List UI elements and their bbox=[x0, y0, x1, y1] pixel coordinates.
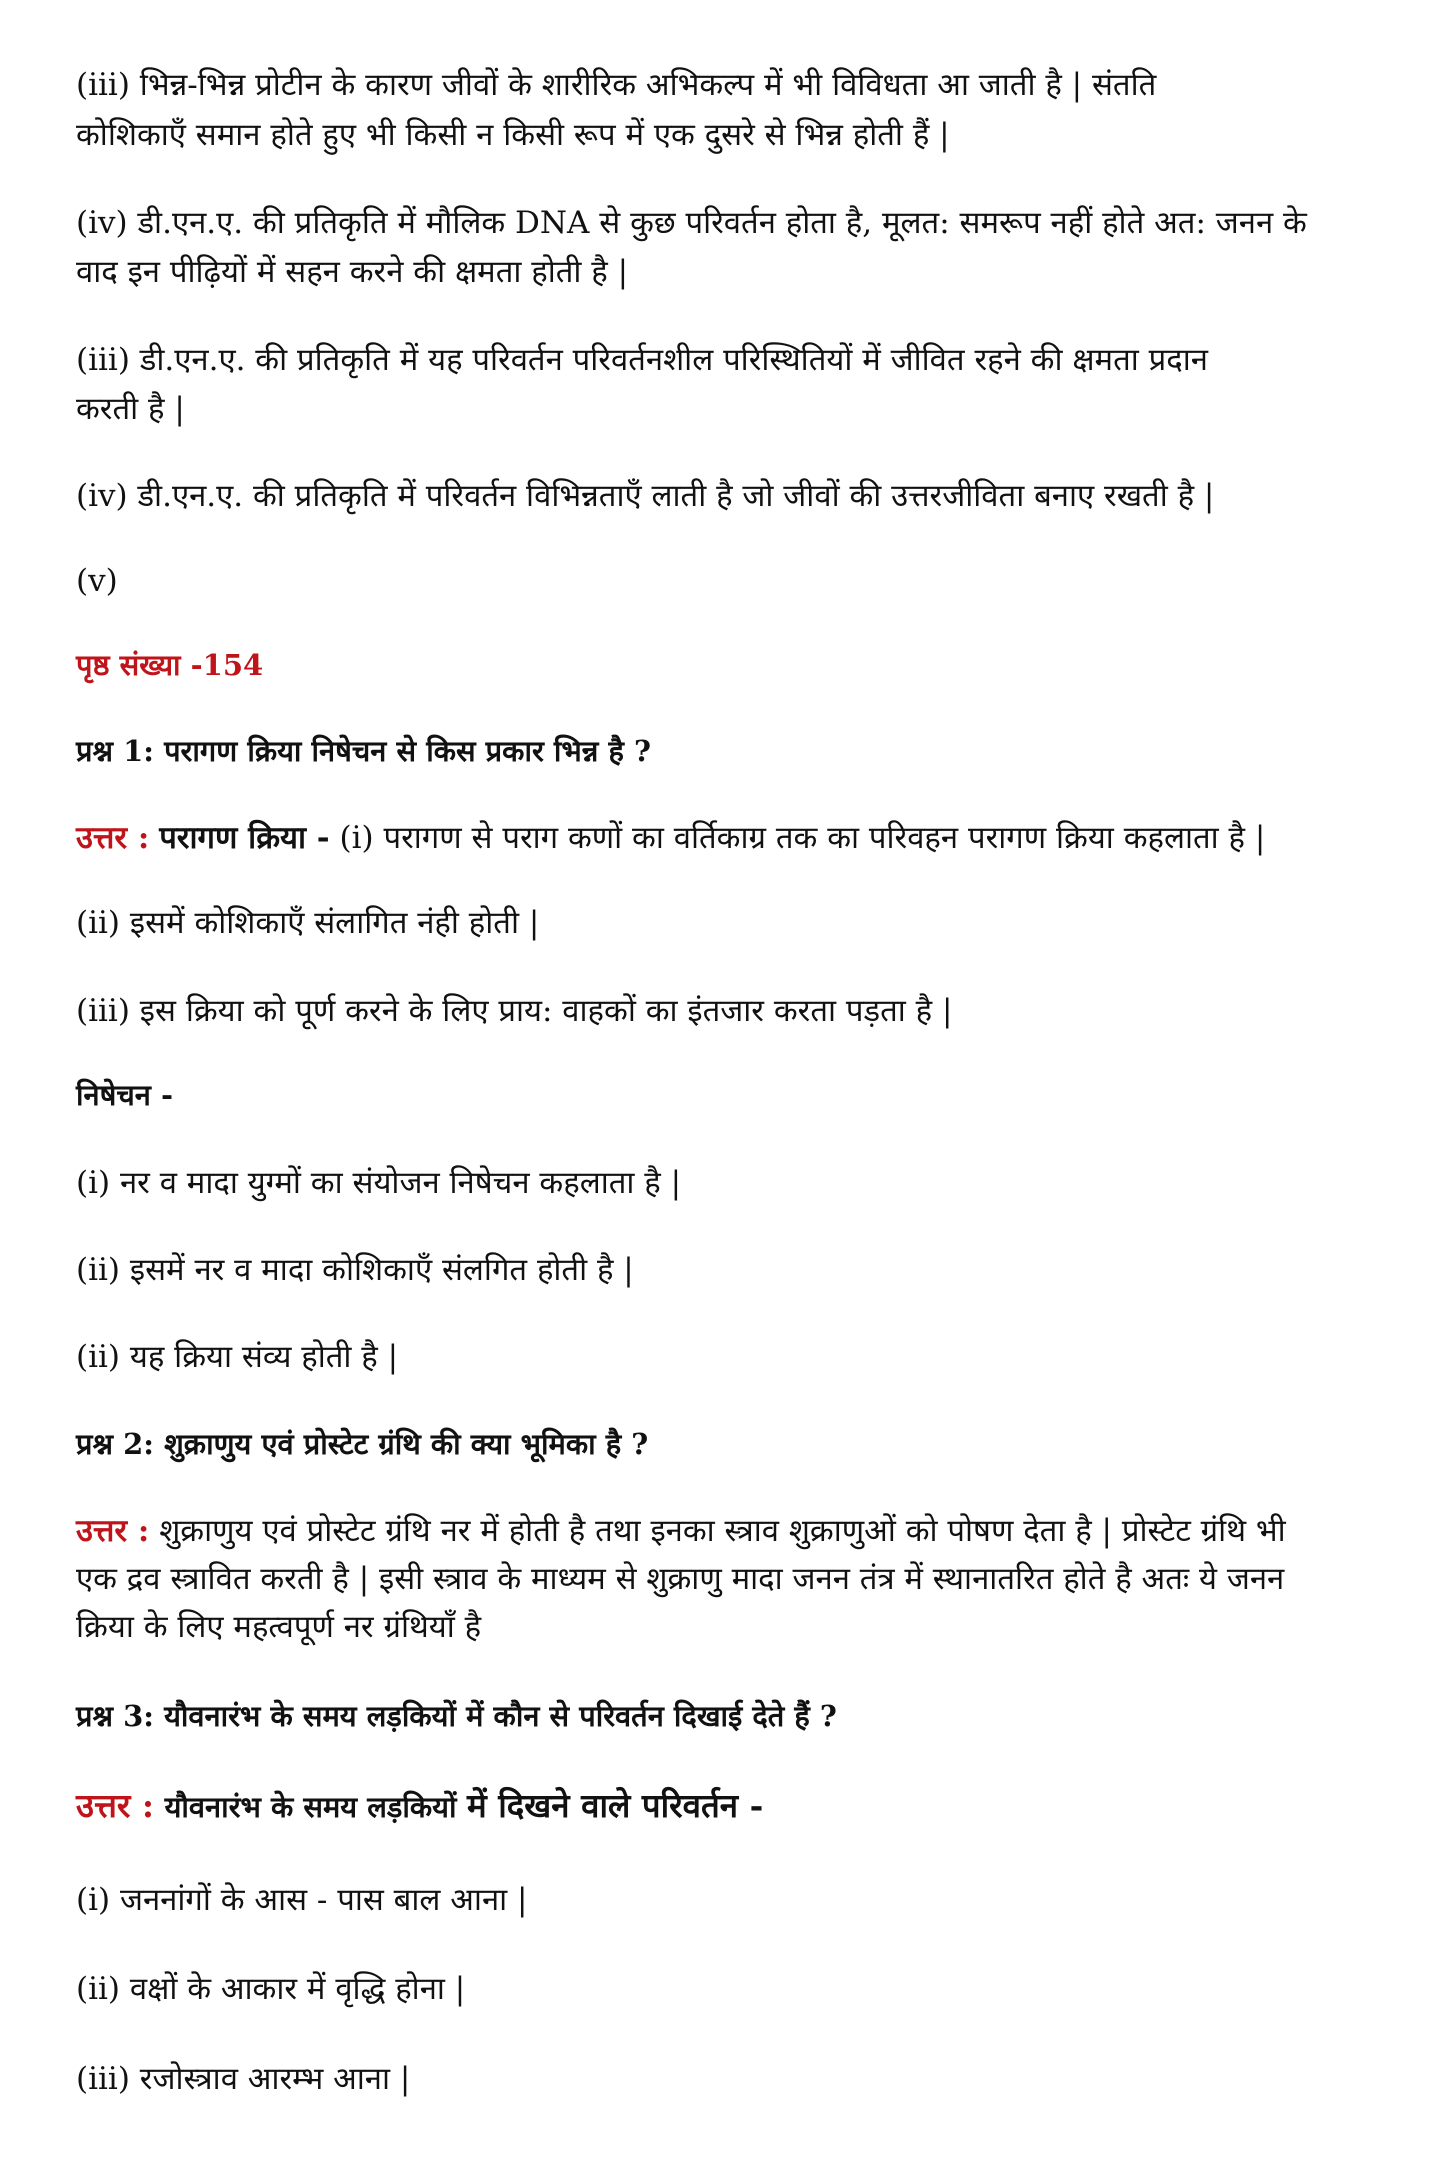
paragraph-line: (iii) भिन्न-भिन्न प्रोटीन के कारण जीवों के शारीरिक अभिकल्प में भी विविधता आ जाती है | संतति bbox=[76, 67, 1157, 103]
answer-2-line: क्रिया के लिए महत्वपूर्ण नर ग्रंथियाँ है bbox=[76, 1609, 482, 1645]
page-number-heading: पृष्ठ संख्या -154 bbox=[76, 648, 264, 682]
answer-label: उत्तर : bbox=[76, 1513, 150, 1549]
answer-3-line bbox=[76, 1783, 1446, 1830]
question-3: प्रश्न 3: यौवनारंभ के समय लड़कियों में कौन से परिवर्तन दिखाई देते हैं ? bbox=[76, 1699, 837, 1733]
paragraph-line: (iv) डी.एन.ए. की प्रतिकृति में मौलिक DNA से कुछ परिवर्तन होता है, मूलत: समरूप नहीं होते अत: जनन के bbox=[76, 205, 1307, 241]
answer-intro: में दिखने वाले परिवर्तन - bbox=[467, 1786, 764, 1825]
answer-text: शुक्राणुय एवं प्रोस्टेट ग्रंथि नर में होती है तथा इनका स्त्राव शुक्राणुओं को पोषण देता है | प्रोस्टेट ग्रंथि भी bbox=[159, 1513, 1286, 1549]
paragraph-line: करती है | bbox=[76, 391, 185, 427]
fertilization-point: (ii) इसमें नर व मादा कोशिकाएँ संलगित होती है | bbox=[76, 1252, 634, 1288]
answer-2-line: एक द्रव स्त्रावित करती है | इसी स्त्राव के माध्यम से शुक्राणु मादा जनन तंत्र में स्थानातरित होते है अतः ये जनन bbox=[76, 1561, 1285, 1597]
fertilization-title: निषेचन - bbox=[76, 1078, 174, 1112]
pollination-title: परागण क्रिया - bbox=[159, 820, 330, 856]
answer-label: उत्तर : bbox=[76, 820, 150, 856]
pollination-point: (ii) इसमें कोशिकाएँ संलागित नंही होती | bbox=[76, 905, 540, 941]
answer-label: उत्तर : bbox=[76, 1786, 155, 1825]
paragraph-line: (v) bbox=[76, 563, 118, 599]
list-item: (i) जननांगों के आस - पास बाल आना | bbox=[76, 1882, 528, 1918]
paragraph-line: (iv) डी.एन.ए. की प्रतिकृति में परिवर्तन विभिन्नताएँ लाती है जो जीवों की उत्तरजीविता बनाए रखती है | bbox=[76, 478, 1215, 514]
answer-1-line bbox=[76, 815, 1446, 861]
answer-2-line bbox=[76, 1508, 1446, 1554]
fertilization-point: (ii) यह क्रिया संव्य होती है | bbox=[76, 1339, 399, 1375]
fertilization-point: (i) नर व मादा युग्मों का संयोजन निषेचन कहलाता है | bbox=[76, 1165, 682, 1201]
paragraph-line: (iii) डी.एन.ए. की प्रतिकृति में यह परिवर्तन परिवर्तनशील परिस्थितियों में जीवित रहने की क्षमता प्रदान bbox=[76, 342, 1208, 378]
answer-intro: यौवनारंभ के समय लड़कियों bbox=[164, 1790, 457, 1824]
question-2: प्रश्न 2: शुक्राणुय एवं प्रोस्टेट ग्रंथि की क्या भूमिका है ? bbox=[76, 1427, 649, 1461]
list-item: (ii) वक्षों के आकार में वृद्धि होना | bbox=[76, 1971, 466, 2007]
question-1: प्रश्न 1: परागण क्रिया निषेचन से किस प्रकार भिन्न है ? bbox=[76, 734, 651, 768]
paragraph-line: वाद इन पीढ़ियों में सहन करने की क्षमता होती है | bbox=[76, 254, 629, 290]
paragraph-line: कोशिकाएँ समान होते हुए भी किसी न किसी रूप में एक दुसरे से भिन्न होती हैं | bbox=[76, 117, 950, 153]
pollination-point: (iii) इस क्रिया को पूर्ण करने के लिए प्राय: वाहकों का इंतजार करता पड़ता है | bbox=[76, 993, 953, 1029]
pollination-point: (i) परागण से पराग कणों का वर्तिकाग्र तक का परिवहन परागण क्रिया कहलाता है | bbox=[339, 820, 1266, 856]
list-item: (iii) रजोस्त्राव आरम्भ आना | bbox=[76, 2061, 411, 2097]
